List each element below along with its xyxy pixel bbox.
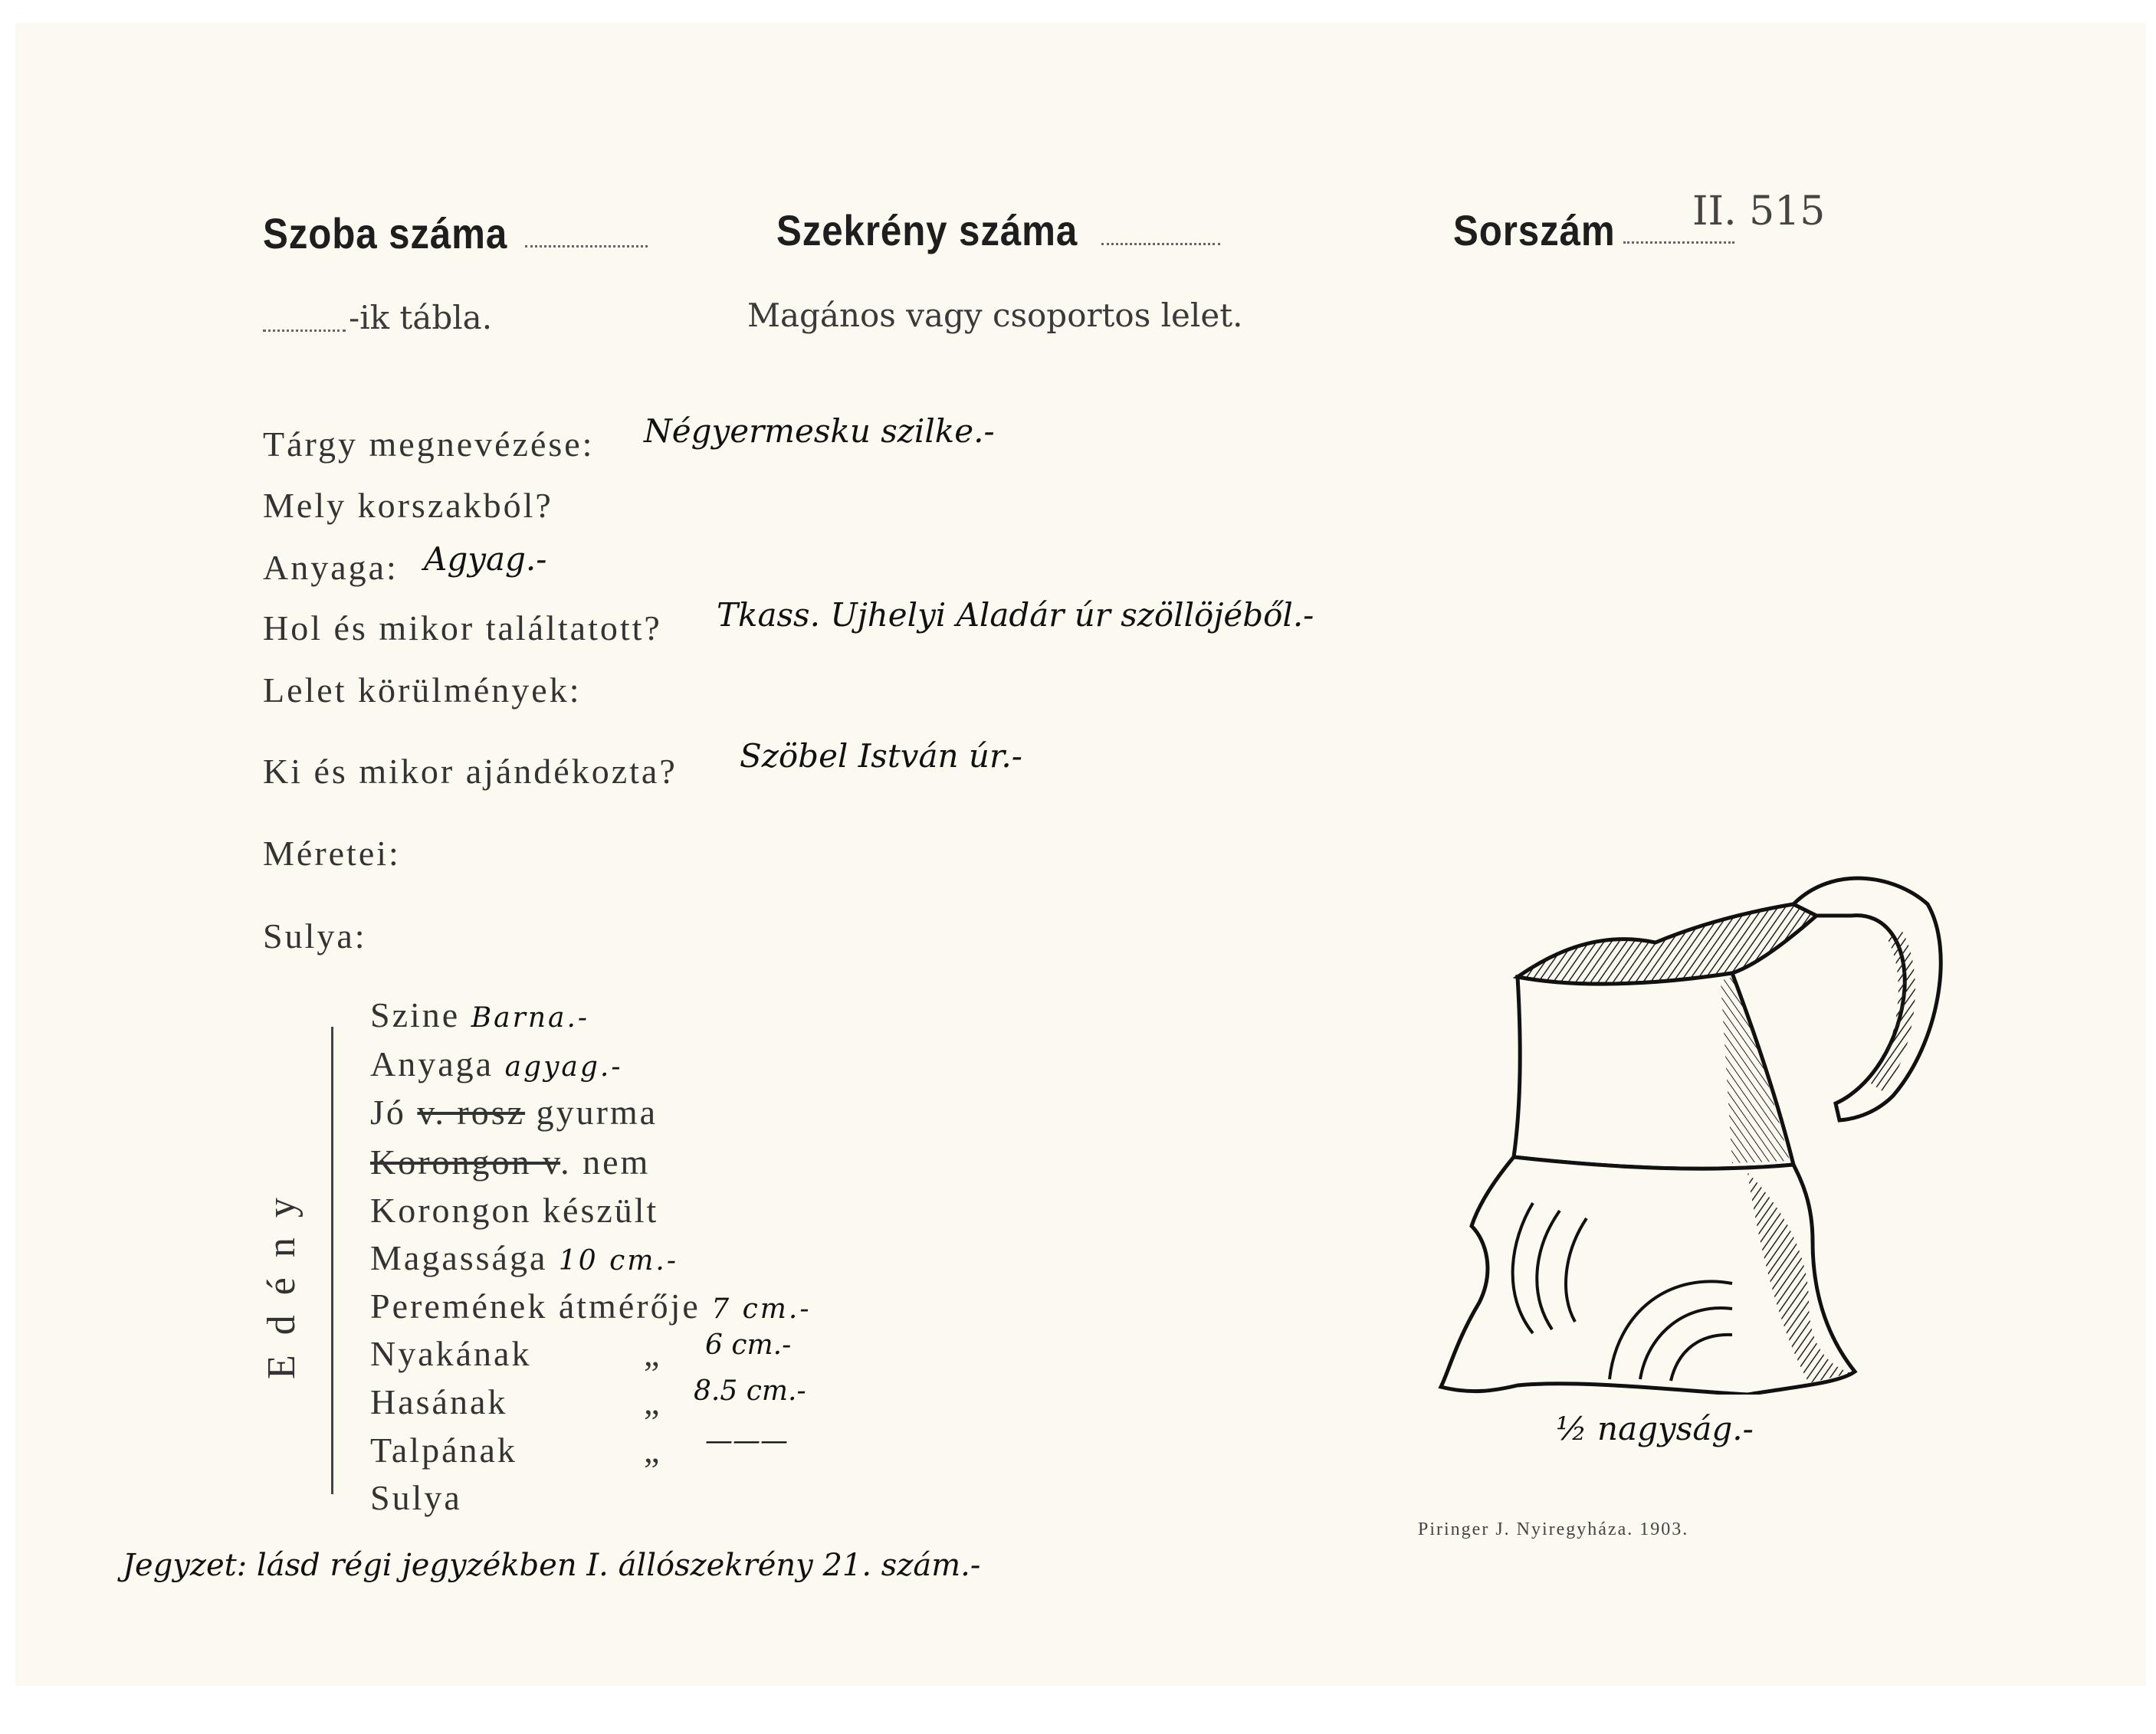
vessel-group-label: Edény [260, 1178, 304, 1379]
vessel-bracket [331, 1027, 333, 1494]
vessel-row [370, 1382, 507, 1422]
vessel-row-value: 6 cm.- [705, 1329, 792, 1361]
vessel-row-label: Korongon készült [370, 1191, 659, 1230]
object-name-value: Négyermesku szilke.- [644, 412, 995, 450]
find-type-label: Magános vagy csoportos lelet. [747, 297, 1243, 334]
find-circumstances-label: Lelet körülmények: [263, 670, 582, 710]
room-number-blank [525, 238, 648, 247]
donor-label: Ki és mikor ajándékozta? [263, 752, 678, 791]
vessel-row-label-pre: Jó [370, 1093, 418, 1132]
serial-number-label: Sorszám [1453, 206, 1616, 254]
vessel-row [370, 1092, 658, 1133]
material-value: Agyag.- [424, 540, 547, 578]
donor-value: Szöbel István úr.- [740, 737, 1022, 775]
vessel-row-label-struck: v. rosz [417, 1093, 526, 1132]
vessel-row-label: Nyakának [370, 1334, 532, 1373]
period-label: Mely korszakból? [263, 486, 553, 525]
vessel-row-label: Sulya [370, 1478, 462, 1517]
vessel-row-label: Hasának [370, 1382, 508, 1421]
footer-note: Jegyzet: lásd régi jegyzékben I. állószekrény 21. szám.- [123, 1548, 981, 1583]
weight-label: Sulya: [263, 916, 367, 956]
board-label: -ik tábla. [349, 299, 493, 336]
vessel-row-ditto: „ [644, 1334, 662, 1373]
vessel-row-value: Barna.- [471, 1002, 590, 1034]
vessel-row-value: ——— [705, 1425, 788, 1457]
vessel-row-label: Anyaga [370, 1044, 494, 1083]
vessel-row-value: 10 cm.- [558, 1245, 679, 1277]
vessel-row [370, 1044, 623, 1084]
vessel-row-label: Talpának [370, 1431, 517, 1470]
vessel-row-value: agyag.- [504, 1051, 623, 1083]
vessel-row-value: 7 cm.- [711, 1293, 812, 1325]
scale-note: ½ nagyság.- [1556, 1410, 1754, 1447]
vessel-row [370, 995, 589, 1035]
vessel-row [370, 1333, 531, 1374]
vessel-drawing [1426, 843, 1962, 1395]
material-label: Anyaga: [263, 548, 399, 587]
serial-number-value: II. 515 [1692, 188, 1826, 234]
vessel-row-label-post: . nem [560, 1142, 651, 1182]
vessel-row [370, 1286, 812, 1326]
vessel-row-label: Szine [370, 995, 461, 1034]
vessel-row-ditto: „ [644, 1382, 662, 1421]
room-number-label: Szoba száma [263, 209, 508, 257]
find-location-value: Tkass. Ujhelyi Aladár úr szöllöjéből.- [717, 596, 1314, 634]
vessel-row [370, 1237, 678, 1278]
dimensions-label: Méretei: [263, 834, 401, 873]
cabinet-number-label: Szekrény száma [776, 206, 1078, 254]
vessel-row-label-post: gyurma [525, 1093, 658, 1132]
vessel-row-label: Magassága [370, 1238, 548, 1277]
vessel-row-label: Peremének átmérője [370, 1287, 701, 1326]
object-name-label: Tárgy megnevézése: [263, 424, 595, 464]
vessel-row [370, 1430, 517, 1470]
printer-imprint: Piringer J. Nyiregyháza. 1903. [1418, 1519, 1689, 1539]
cabinet-number-blank [1101, 235, 1220, 245]
vessel-row-ditto: „ [644, 1431, 662, 1470]
find-location-label: Hol és mikor találtatott? [263, 608, 662, 647]
vessel-row [370, 1142, 650, 1182]
vessel-row-label-struck: Korongon v [370, 1142, 561, 1182]
vessel-row [370, 1190, 658, 1231]
board-number-blank [263, 322, 346, 332]
vessel-row-value: 8.5 cm.- [694, 1375, 806, 1407]
serial-number-blank [1623, 234, 1734, 244]
vessel-row [370, 1477, 462, 1518]
